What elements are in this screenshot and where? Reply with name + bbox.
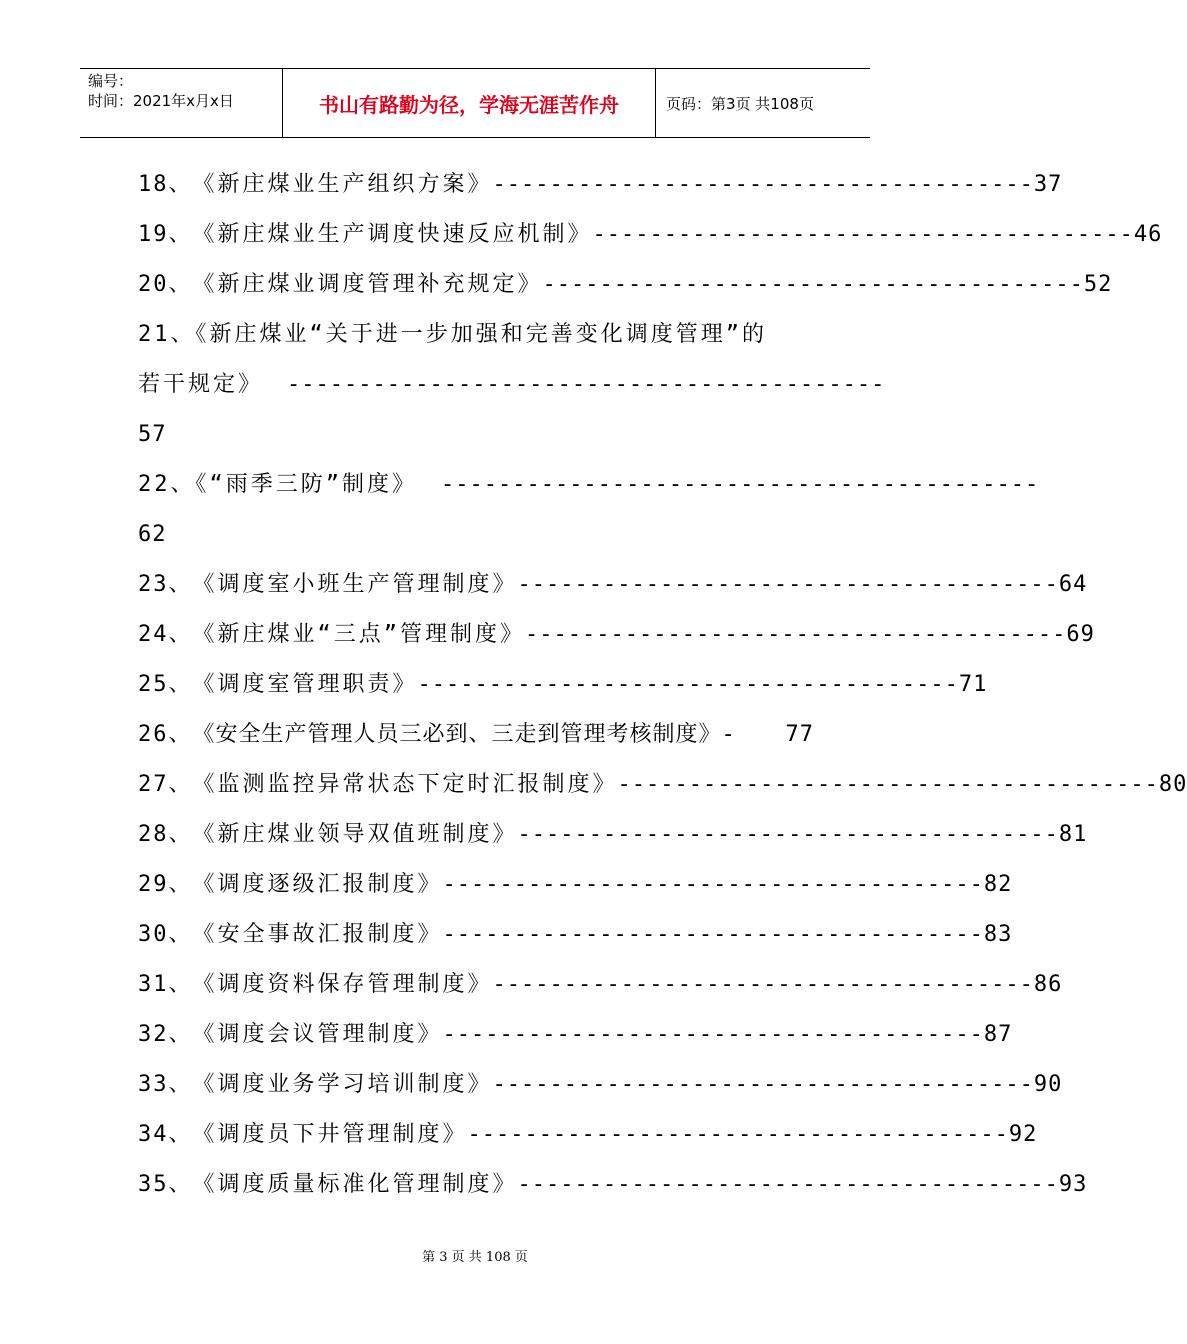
toc-entry-number: 19、 — [138, 222, 193, 247]
toc-entry-title: 《调度业务学习培训制度》 — [192, 1072, 493, 1097]
toc-entry-title: 《调度室管理职责》 — [192, 672, 418, 697]
toc-page-number: 46 — [1133, 222, 1163, 247]
toc-entry-title: 《调度质量标准化管理制度》 — [192, 1172, 518, 1197]
toc-page-number: 92 — [1008, 1122, 1038, 1147]
toc-entry-number: 33、 — [138, 1072, 193, 1097]
toc-entry-title: 《监测监控异常状态下定时汇报制度》 — [192, 772, 618, 797]
toc-entry-19 — [138, 210, 1163, 260]
toc-page-number: 81 — [1058, 822, 1088, 847]
toc-entry-number: 28、 — [138, 822, 193, 847]
toc-entry-title: 《调度资料保存管理制度》 — [192, 972, 493, 997]
toc-entry-31 — [138, 960, 1063, 1010]
toc-page-number: 71 — [958, 672, 988, 697]
toc-entry-title: 《调度逐级汇报制度》 — [192, 872, 443, 897]
toc-entry-title: 《新庄煤业领导双值班制度》 — [192, 822, 518, 847]
toc-entry-title: 《调度员下井管理制度》 — [192, 1122, 468, 1147]
toc-page-number: 64 — [1058, 572, 1088, 597]
toc-entry-number: 27、 — [138, 772, 193, 797]
toc-page-number: 90 — [1033, 1072, 1063, 1097]
toc-entry-22 — [138, 460, 1040, 560]
toc-entry-title: 《新庄煤业“三点”管理制度》 — [192, 622, 525, 647]
toc-page-number: 57 — [138, 422, 167, 447]
toc-page-number: 82 — [983, 872, 1013, 897]
toc-page-number: 37 — [1033, 172, 1063, 197]
toc-leader: -------------------------------------- — [525, 622, 1067, 647]
toc-entry-title: 《新庄煤业调度管理补充规定》 — [192, 272, 543, 297]
toc-entry-title: 21、《新庄煤业“关于进一步加强和完善变化调度管理”的 — [138, 322, 767, 347]
page-header — [80, 68, 870, 138]
toc-entry-number: 35、 — [138, 1172, 193, 1197]
toc-leader: -------------------------------------- — [617, 772, 1159, 797]
toc-leader: -------------------------------------- — [492, 972, 1034, 997]
toc-entry-23 — [138, 560, 1088, 610]
toc-entry-number: 29、 — [138, 872, 193, 897]
toc-leader: ------------------------------------------ — [440, 472, 1040, 497]
toc-leader: -------------------------------------- — [592, 222, 1134, 247]
toc-entry-32 — [138, 1010, 1013, 1060]
toc-entry-35 — [138, 1160, 1088, 1210]
toc-entry-number: 23、 — [138, 572, 193, 597]
toc-leader: -------------------------------------- — [542, 272, 1084, 297]
toc-entry-27 — [138, 760, 1187, 810]
toc-entry-title: 22、《“雨季三防”制度》 — [138, 472, 417, 497]
toc-entry-title: 《调度室小班生产管理制度》 — [192, 572, 518, 597]
toc-entry-29 — [138, 860, 1013, 910]
toc-entry-title: 《安全生产管理人员三必到、三走到管理考核制度》 — [192, 722, 722, 747]
table-of-contents — [138, 160, 1187, 1210]
toc-entry-25 — [138, 660, 988, 710]
toc-page-number: 69 — [1066, 622, 1095, 647]
toc-leader: -------------------------------------- — [442, 872, 984, 897]
toc-entry-28 — [138, 810, 1088, 860]
toc-entry-title: 《调度会议管理制度》 — [192, 1022, 443, 1047]
toc-entry-continuation — [138, 360, 886, 410]
toc-entry-number: 31、 — [138, 972, 193, 997]
toc-leader: ------------------------------------------ — [287, 372, 886, 397]
toc-page-number: 86 — [1033, 972, 1063, 997]
toc-entry-title-continued: 若干规定》 — [138, 372, 264, 397]
toc-entry-24 — [138, 610, 1095, 660]
toc-leader: - — [721, 722, 736, 747]
toc-leader: -------------------------------------- — [492, 1072, 1034, 1097]
toc-entry-20 — [138, 260, 1113, 310]
header-meta — [80, 69, 282, 137]
toc-entry-number: 25、 — [138, 672, 193, 697]
toc-leader: -------------------------------------- — [467, 1122, 1009, 1147]
page-footer: 第 3 页 共 108 页 — [422, 1250, 528, 1265]
toc-entry-21 — [138, 310, 886, 460]
toc-page-number: 77 — [785, 722, 814, 747]
toc-entry-number: 30、 — [138, 922, 193, 947]
toc-entry-title: 《新庄煤业生产调度快速反应机制》 — [192, 222, 593, 247]
toc-page-number: 87 — [983, 1022, 1013, 1047]
toc-leader: -------------------------------------- — [517, 1172, 1059, 1197]
toc-page-number: 80 — [1158, 772, 1187, 797]
toc-entry-number: 26、 — [138, 722, 193, 747]
document-number-label: 编号： — [88, 72, 134, 90]
toc-entry-title: 《安全事故汇报制度》 — [192, 922, 443, 947]
toc-page-number: 93 — [1058, 1172, 1088, 1197]
toc-entry-line — [138, 460, 1040, 510]
toc-entry-number: 34、 — [138, 1122, 193, 1147]
toc-leader: -------------------------------------- — [492, 172, 1034, 197]
toc-entry-number: 20、 — [138, 272, 193, 297]
toc-entry-number: 24、 — [138, 622, 193, 647]
toc-leader: -------------------------------------- — [417, 672, 959, 697]
toc-entry-18 — [138, 160, 1063, 210]
toc-entry-number: 32、 — [138, 1022, 193, 1047]
toc-page-number: 62 — [138, 522, 167, 547]
toc-leader: -------------------------------------- — [517, 572, 1059, 597]
toc-entry-30 — [138, 910, 1013, 960]
header-motto: 书山有路勤为径，学海无涯苦作舟 — [282, 69, 656, 137]
toc-leader: -------------------------------------- — [442, 922, 984, 947]
toc-entry-title: 《新庄煤业生产组织方案》 — [192, 172, 493, 197]
toc-entry-34 — [138, 1110, 1038, 1160]
toc-entry-26 — [138, 710, 814, 760]
toc-page-number: 52 — [1083, 272, 1113, 297]
toc-entry-number: 18、 — [138, 172, 193, 197]
document-date: 时间：2021年x月x日 — [88, 92, 234, 110]
toc-entry-33 — [138, 1060, 1063, 1110]
toc-leader: -------------------------------------- — [442, 1022, 984, 1047]
toc-leader: -------------------------------------- — [517, 822, 1059, 847]
header-page-info: 页码：第3页 共108页 — [666, 94, 814, 113]
toc-page-number: 83 — [983, 922, 1013, 947]
